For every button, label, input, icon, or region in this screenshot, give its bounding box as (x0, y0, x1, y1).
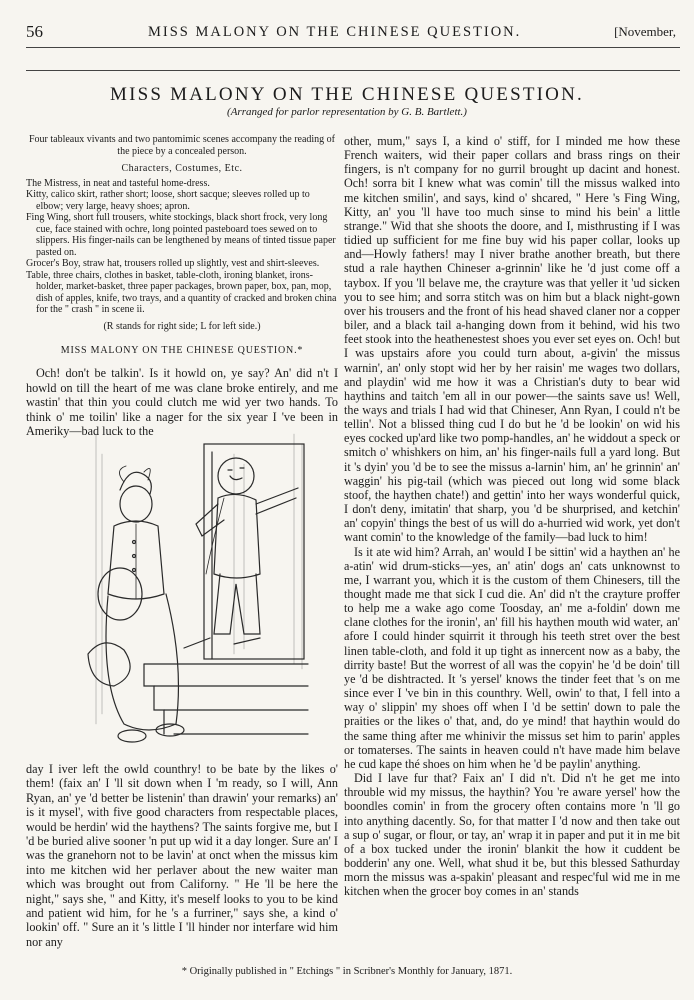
title-rule (26, 70, 680, 71)
header-rule (26, 47, 680, 48)
running-title: MISS MALONY ON THE CHINESE QUESTION. (148, 24, 522, 40)
intro-note: Four tableaux vivants and two pantomimic scenes accompany the reading of the piece by a concealed person. (28, 134, 336, 157)
illustration (84, 424, 310, 756)
running-month: [November, (614, 24, 676, 39)
byline: (Arranged for parlor representation by G. B. Bartlett.) (227, 106, 467, 118)
cast-item: Table, three chairs, clothes in basket, table-cloth, ironing blanket, irons-holder, market-basket, three paper packages, brown paper, box, pan, mop, dish of apples, knife, two trays, and a quantity of cracked and broken china for the " crash " in scene ii. (26, 269, 337, 315)
characters-heading: Characters, Costumes, Etc. (121, 163, 243, 174)
stage-directions (26, 134, 338, 332)
cast-item: The Mistress, in neat and tasteful home-dress. (26, 177, 210, 189)
cast-item: Grocer's Boy, straw hat, trousers rolled up slightly, vest and shirt-sleeves. (26, 258, 320, 269)
body-paragraph: Och! don't be talkin'. Is it howld on, ye say? An' did n't I howld on till the heart of me was clane broke entirely, and me wastin' that thin you could clutch me wid yer two hands. To think o' me toilin' like a nager for the six year I 've been in Ameriky—bad luck to the (26, 366, 338, 439)
stage-note: (R stands for right side; L for left side.) (103, 320, 261, 332)
left-column (26, 134, 338, 438)
article-title: MISS MALONY ON THE CHINESE QUESTION. (110, 84, 584, 105)
right-column (344, 134, 680, 898)
body-paragraph: Is it ate wid him? Arrah, an' would I be sittin' wid a haythen an' he a-atin' wid drum-sticks—yes, an' atin' dogs an' cats unknownst to me, I warrant you, which it is the custom of them Chinesers, till the thought made me that sick I cud die. An' did n't the crayture proffer to help me a wake ago come Toosday, an' me a-foldin' down me clane clothes for the ironin', an' fill his haythen mouth wid water, an' afore I could hinder squirrit it through his teeth stret over the best linen table-cloth, and fold it up tight as innercent now as a baby, the dirrity baste! But the worrest of all was the copyin' he 'd be doin' till ye 'd be dishtracted. It 's yersel' knows the tinder feet that 's on me since ever I 've bin in this counthry. Well, owin' to that, I fell into a way o' slippin' my shoes off when I 'd be settin' down to pale the praities or the likes o' that, and, do ye mind! that haythin would do the same thing after me whinivir the missus set him to parin' apples or tomaterses. The saints in heaven could n't have made him belave he cud kape thé shoes on him when he 'd be paylin' anything. (344, 544, 680, 771)
cast-item: Kitty, calico skirt, rather short; loose, short sacque; sleeves rolled up to elbow; very large, heavy shoes; apron. (26, 189, 310, 212)
page-number: 56 (26, 22, 43, 41)
body-paragraph: day I iver left the owld counthry! to be bate by the likes o' them! (faix an' I 'll sit down when I 'm ready, so I will, Ann Ryan, an' ye 'd better be listenin' than drawin' your remarks) an' is it mysel', with five good characters from respectable places, would be herdin' wid the haythens? The saints forgive me, but I 'd be buried alive sooner 'n put up wid it a day longer. Sure an' I was the granehorn not to be lavin' at onct when the missus kim into me kitchen wid her perlaver about the new waiter man which was brought out from Californy. " He 'll be here the night," says she, " and Kitty, it's meself looks to you to be kind and patient wid him, for he 's a furriner," says she, a kind o' lookin' off. " Sure an it 's little I 'll hinder nor interfare wid him nor any (26, 762, 338, 949)
body-paragraph: Did I lave fur that? Faix an' I did n't. Did n't he get me into throuble wid my missus, the haythin? You 're aware yersel' how the boondles comin' in from the grocery often contains more 'n 'll go into anything dacently. So, for that matter I 'd now and then take out a sup o' sugar, or flour, or tay, an' wrap it in paper and put it in me bit of a box tucked under the ironin' blankit the how it cuddent be bodderin' any one. Well, what shud it be, but this blessed Sathurday morn the missus was a-spakin' pleasant and respec'ful wid me in me kitchen when the grocer boy comes in an' stands (344, 771, 680, 899)
body-paragraph: other, mum," says I, a kind o' stiff, for I minded me how these French waiters, wid their paper collars and brass rings on their fingers, is n't company for no gurril brought up dacint and honest. Och! sorra bit I knew what was comin' till the missus walked into me kitchen smilin', and says, kind o' shcared, " Here 's Fing Wing, Kitty, an' you 'll have too much sinse to mind his bein' a little strange." Wid that she shoots the doore, and I, misthrusting if I was tidied up sufficient for me fine buy wid his paper collar, looks up and—Howly fathers! may I niver brathe another breath, but there stud a rale haythen Chineser a-grinnin' like he 'd just come off a taybox. If you 'll belave me, the crayture was that yeller it 'ud sicken you to see him; and sorra stitch was on him but a black night-gown over his trousers and the front of his head shaved claner nor a copper biler, and a black tail a-hanging down from it behind, wid his two feet stook into the heathenestest shoes you ever set eyes on. Och! but I was upstairs afore you could turn about, a-givin' the missus warnin', an' only stopt wid her by her raisin' me wages two dollars, and playdin' wid me how it was a Christian's duty to bear wid haythins and taitch 'em all in our power—the saints save us! Well, the ways and trials I had wid that Chineser, Ann Ryan, I could n't be tellin'. Not a blissed thing cud I do but he 'd be lookin' on wid his eyes cocked up'ard like two pomp-handles, an' he widdout a speck or smitch o' whishkers on him, an' his finger-nails full a yard long. But it 's dyin' you 'd be to see the missus a-larnin' him, an' he grinnin' an' waggin' his pig-tail (which was pieced out long wid some black stoof, the haythen chate!) and gettin' into her ways wonderful quick, I don't deny, imitatin' that sharp, you 'd be shurprised, and ketchin' an' copyin' things the best of us will do a-hurried wid work, yet don't want comin' to the knowledge of the family—bad luck to him! (344, 134, 680, 545)
section-heading: MISS MALONY ON THE CHINESE QUESTION.* (60, 345, 304, 356)
left-column-continued (26, 762, 338, 949)
cast-item: Fing Wing, short full trousers, white stockings, black short frock, very long cue, face stained with ochre, long pointed pasteboard toes sewed on to slippers. His finger-nails can be lengthened by means of tinted tissue paper pasted on. (26, 212, 336, 258)
running-head (26, 22, 676, 44)
footnote: * Originally published in " Etchings " in Scribner's Monthly for January, 1871. (181, 966, 513, 977)
